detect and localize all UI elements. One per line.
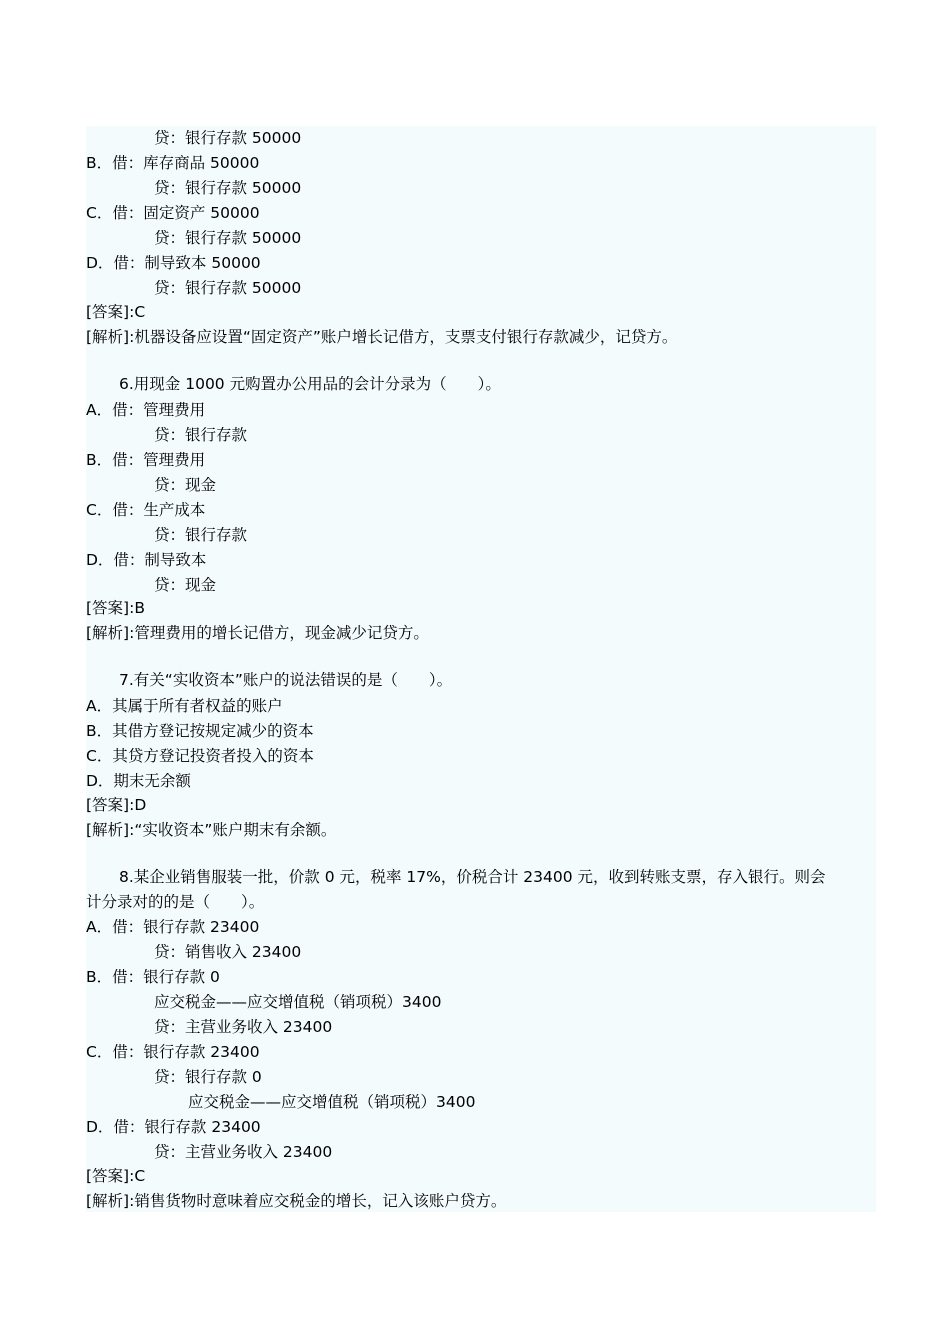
q7-analysis: [解析]:“实收资本”账户期末有余额。: [86, 821, 337, 839]
q8-answer: [答案]:C: [86, 1167, 146, 1185]
q5-option-b-credit: 贷：银行存款 50000: [154, 179, 302, 197]
q8-option-c-debit: C．借：银行存款 23400: [86, 1043, 260, 1061]
q6-option-a-credit: 贷：银行存款: [154, 426, 248, 444]
q6-option-d-debit: D．借：制导致本: [86, 551, 207, 569]
q6-option-b-credit: 贷：现金: [154, 476, 217, 494]
q6-option-d-credit: 贷：现金: [154, 576, 217, 594]
q8-option-c-credit: 贷：银行存款 0: [154, 1068, 262, 1086]
q8-option-d-debit: D．借：银行存款 23400: [86, 1118, 261, 1136]
q8-option-d-credit: 贷：主营业务收入 23400: [154, 1143, 333, 1161]
q6-option-b-debit: B．借：管理费用: [86, 451, 206, 469]
q5-analysis: [解析]:机器设备应设置“固定资产”账户增长记借方，支票支付银行存款减少，记贷方。: [86, 328, 678, 346]
q8-option-b-tax: 应交税金——应交增值税（销项税）3400: [154, 993, 442, 1011]
q6-option-c-credit: 贷：银行存款: [154, 526, 248, 544]
q8-option-a-debit: A．借：银行存款 23400: [86, 918, 260, 936]
q5-option-c-debit: C．借：固定资产 50000: [86, 204, 260, 222]
q5-option-d-credit: 贷：银行存款 50000: [154, 279, 302, 297]
q7-option-c: C．其贷方登记投资者投入的资本: [86, 747, 314, 765]
q8-option-c-tax: 应交税金——应交增值税（销项税）3400: [188, 1093, 476, 1111]
q5-option-b-debit: B．借：库存商品 50000: [86, 154, 260, 172]
q7-question: 7.有关“实收资本”账户的说法错误的是（ ）。: [119, 671, 453, 689]
q8-option-b-debit: B．借：银行存款 0: [86, 968, 220, 986]
q8-analysis: [解析]:销售货物时意味着应交税金的增长，记入该账户贷方。: [86, 1192, 507, 1210]
q8-question-line2: 计分录对的的是（ ）。: [86, 893, 265, 911]
q5-option-d-debit: D．借：制导致本 50000: [86, 254, 261, 272]
q6-option-a-debit: A．借：管理费用: [86, 401, 206, 419]
document-body: [86, 126, 876, 1212]
q7-answer: [答案]:D: [86, 796, 147, 814]
q5-option-a-credit: 贷：银行存款 50000: [154, 129, 302, 147]
q7-option-b: B．其借方登记按规定减少的资本: [86, 722, 314, 740]
q7-option-a: A．其属于所有者权益的账户: [86, 697, 283, 715]
q5-option-c-credit: 贷：银行存款 50000: [154, 229, 302, 247]
q5-answer: [答案]:C: [86, 303, 146, 321]
q6-answer: [答案]:B: [86, 599, 145, 617]
q6-option-c-debit: C．借：生产成本: [86, 501, 206, 519]
q6-question: 6.用现金 1000 元购置办公用品的会计分录为（ ）。: [119, 375, 501, 393]
q8-question-line1: 8.某企业销售服装一批，价款 0 元，税率 17%，价税合计 23400 元，收到转账支票，存入银行。则会: [119, 868, 826, 886]
q8-option-a-credit: 贷：销售收入 23400: [154, 943, 302, 961]
q8-option-b-credit: 贷：主营业务收入 23400: [154, 1018, 333, 1036]
q7-option-d: D．期末无余额: [86, 772, 191, 790]
q6-analysis: [解析]:管理费用的增长记借方，现金减少记贷方。: [86, 624, 429, 642]
